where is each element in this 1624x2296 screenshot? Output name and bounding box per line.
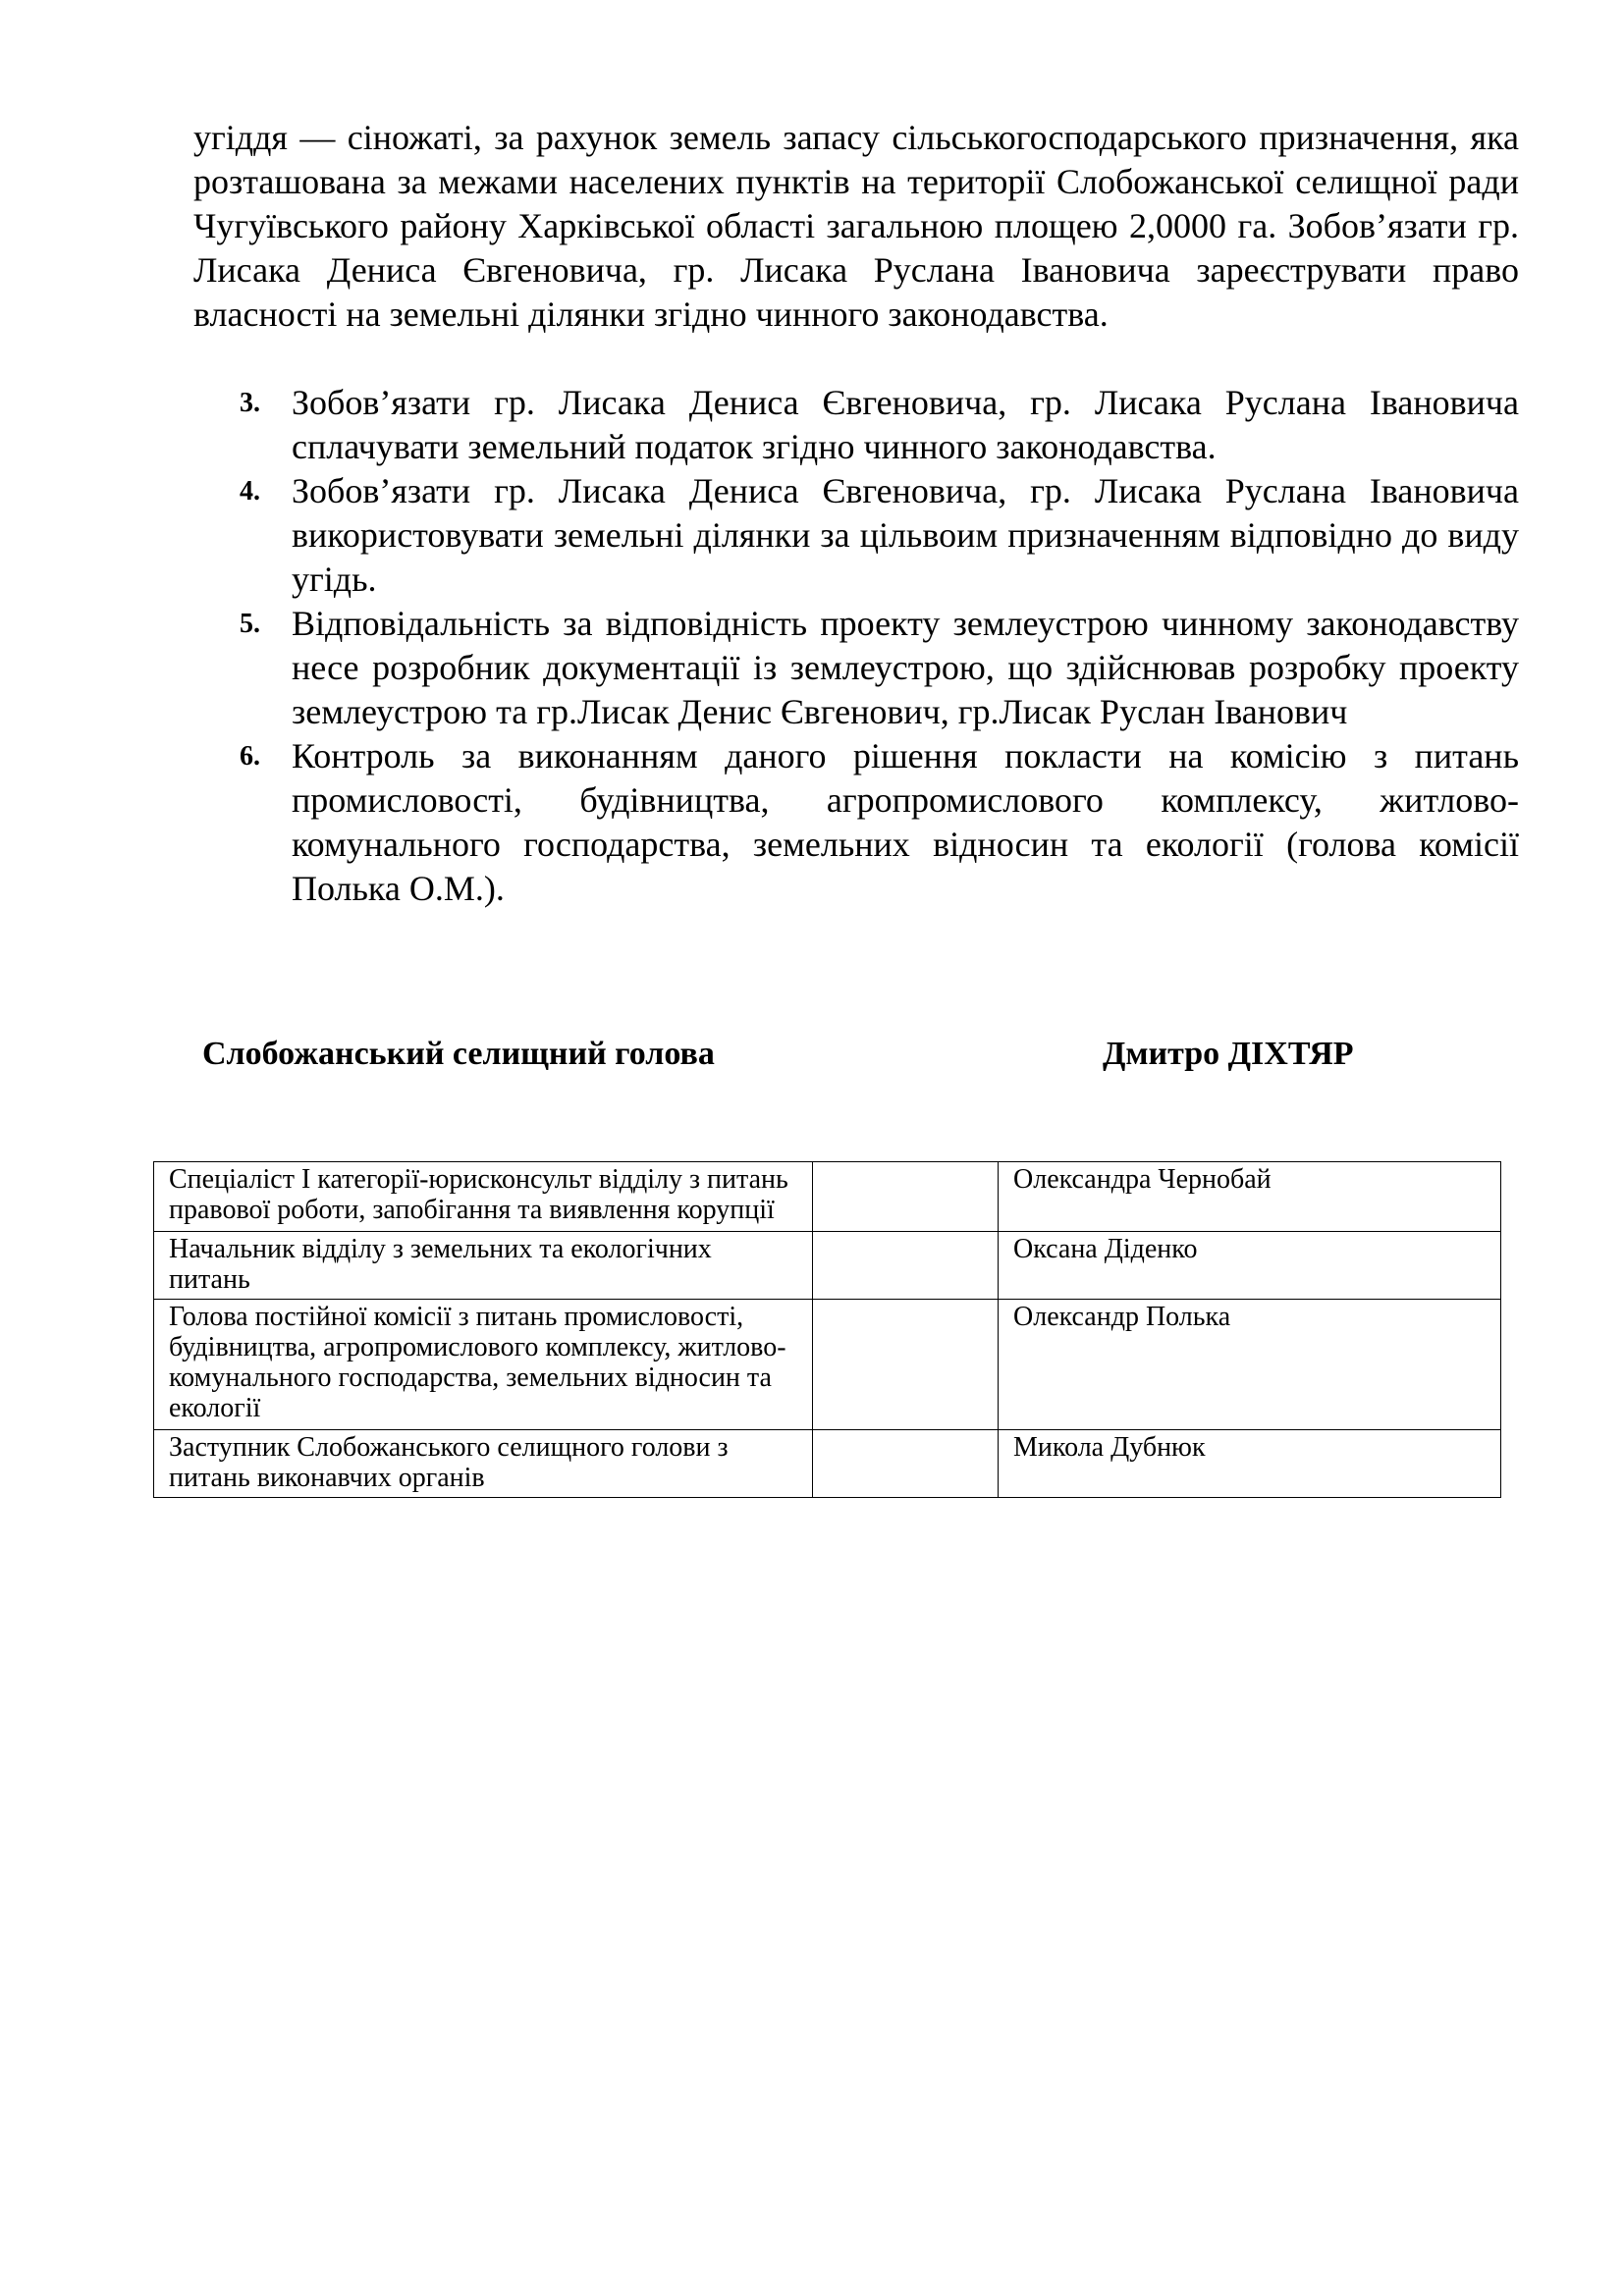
item-number: 4. (240, 476, 260, 507)
approver-signature-cell (813, 1232, 999, 1300)
decision-item-5 (193, 602, 1519, 734)
decision-item-6 (193, 734, 1519, 911)
item-number: 3. (240, 388, 260, 418)
item-number: 5. (240, 609, 260, 639)
approver-signature-cell (813, 1300, 999, 1430)
approver-signature-cell (813, 1162, 999, 1232)
item-text: Відповідальність за відповідність проекту землеустрою чинному законодавству несе розробник документації із землеустрою, що здійснював розробку проекту землеустрою та гр.Лисак Денис Євгенович, гр.Лисак Руслан Іванович (292, 604, 1519, 731)
decision-items-list (193, 381, 1519, 911)
approver-position: Голова постійної комісії з питань промисловості, будівництва, агропромислового комплексу, житлово-комунального господарства, земельних відносин та екології (154, 1300, 813, 1430)
approver-name: Оксана Діденко (999, 1232, 1501, 1300)
approver-position: Заступник Слобожанського селищного голови з питань виконавчих органів (154, 1430, 813, 1498)
approver-position: Спеціаліст І категорії-юрисконсульт відділу з питань правової роботи, запобігання та виявлення корупції (154, 1162, 813, 1232)
signatory-position: Слобожанський селищний голова (202, 1036, 715, 1072)
table-row (154, 1232, 1501, 1300)
approvals-table (153, 1161, 1501, 1498)
item-text: Зобов’язати гр. Лисака Дениса Євгеновича, гр. Лисака Руслана Івановича використовувати земельні ділянки за цільвоим призначенням відповідно до виду угідь. (292, 471, 1519, 599)
item-text: Зобов’язати гр. Лисака Дениса Євгеновича, гр. Лисака Руслана Івановича сплачувати земельний податок згідно чинного законодавства. (292, 383, 1519, 466)
table-row (154, 1300, 1501, 1430)
approver-name: Олександр Полька (999, 1300, 1501, 1430)
approver-position: Начальник відділу з земельних та екологічних питань (154, 1232, 813, 1300)
decision-item-4 (193, 469, 1519, 602)
approver-name: Олександра Чернобай (999, 1162, 1501, 1232)
signatory-name: Дмитро ДІХТЯР (1103, 1036, 1354, 1072)
intro-paragraph: угіддя — сіножаті, за рахунок земель запасу сільськогосподарського призначення, яка розташована за межами населених пунктів на території Слобожанської селищної ради Чугуївського району Харківської області загальною площею 2,0000 га. Зобов’язати гр. Лисака Дениса Євгеновича, гр. Лисака Руслана Івановича зареєструвати право власності на земельні ділянки згідно чинного законодавства. (193, 118, 1519, 334)
table-row (154, 1430, 1501, 1498)
table-row (154, 1162, 1501, 1232)
approver-signature-cell (813, 1430, 999, 1498)
decision-item-3 (193, 381, 1519, 469)
item-text: Контроль за виконанням даного рішення покласти на комісію з питань промисловості, будівництва, агропромислового комплексу, житлово-комунального господарства, земельних відносин та екології (голова комісії Полька О.М.). (292, 736, 1519, 908)
approver-name: Микола Дубнюк (999, 1430, 1501, 1498)
item-number: 6. (240, 741, 260, 772)
